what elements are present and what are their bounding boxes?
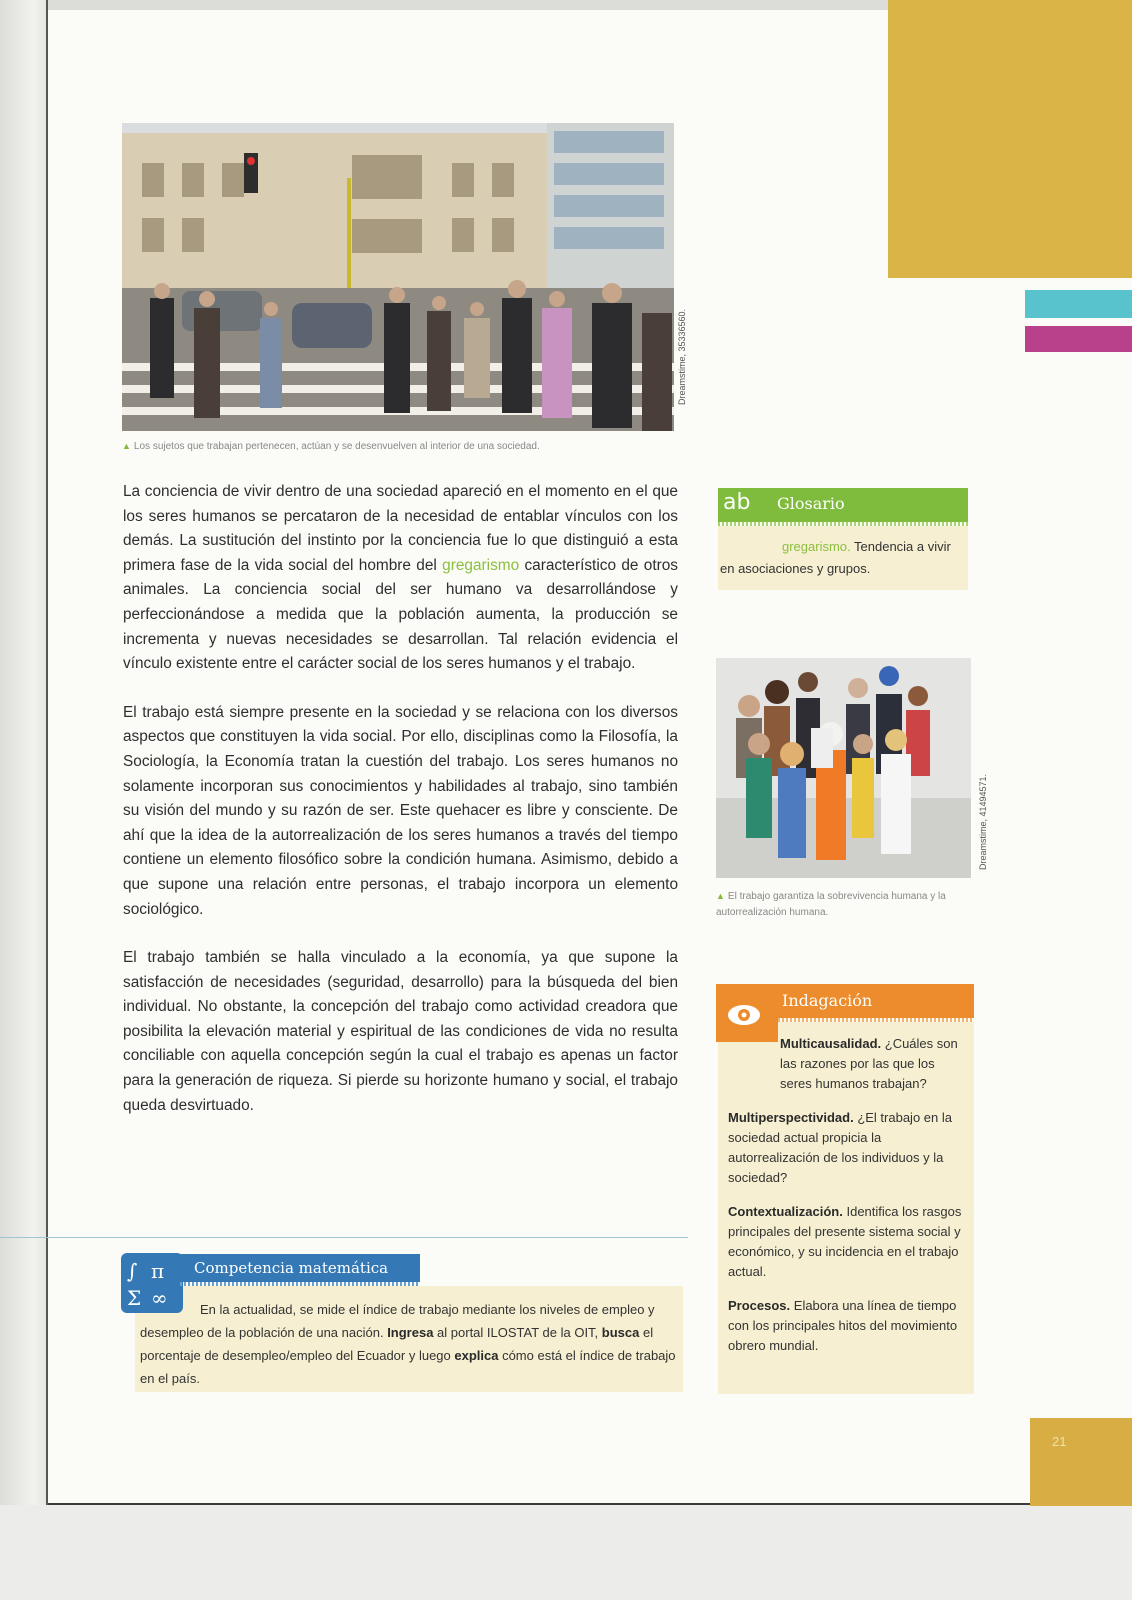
page-number: 21 xyxy=(1052,1434,1067,1449)
workers-illustration xyxy=(716,658,971,878)
photo-caption xyxy=(122,441,540,452)
glosario-definition: gregarismo. Tendencia a vivir en asociaciones y grupos. xyxy=(720,539,951,576)
photo-credit-2: Dreamstime, 41494571. xyxy=(978,773,988,870)
stripe-cyan xyxy=(1025,290,1132,318)
svg-text:∞: ∞ xyxy=(151,1286,168,1310)
glosario-abc-icon: ab xyxy=(723,490,751,515)
photo-credit: Dreamstime, 35336560. xyxy=(677,308,687,405)
glosario-title: Glosario xyxy=(777,494,845,513)
triangle-bullet-icon: ▲ xyxy=(716,891,725,901)
competencia-title-dots xyxy=(180,1282,420,1286)
indagacion-list xyxy=(728,1034,970,1370)
competencia-title: Competencia matemática xyxy=(180,1254,420,1282)
main-body-text xyxy=(123,480,678,1142)
street-scene-illustration xyxy=(122,123,674,431)
competencia-text: En la actualidad, se mide el índice de trabajo mediante los niveles de empleo y desempleo de la población de una nación. Ingresa al portal ILOSTAT de la OIT, busca el porcentaje de desempleo/empleo del Ecuador y luego explica cómo está el índice de trabajo en el país. xyxy=(140,1302,676,1386)
photo-caption-2-text: El trabajo garantiza la sobrevivencia humana y la autorrealización humana. xyxy=(716,891,946,918)
indagacion-item: Multiperspectividad. ¿El trabajo en la sociedad actual propicia la autorrealización de los individuos y la sociedad? xyxy=(728,1110,952,1185)
workers-group-photo xyxy=(716,658,971,878)
svg-text:∫: ∫ xyxy=(127,1259,138,1283)
glossary-term-link[interactable]: gregarismo xyxy=(442,556,520,574)
indagacion-item: Procesos. Elabora una línea de tiempo con los principales hitos del movimiento obrero mundial. xyxy=(728,1298,958,1353)
glosario-term: gregarismo. xyxy=(782,539,851,554)
photo-caption-text: Los sujetos que trabajan pertenecen, actúan y se desenvuelven al interior de una sociedad. xyxy=(133,441,540,452)
paragraph-3: El trabajo también se halla vinculado a la economía, ya que supone la satisfacción de necesidades (seguridad, desarrollo) para la búsqueda del bien individual. No obstante, la concepción del trabajo como actividad creadora que posibilita la elevación material y espiritual de las condiciones de vida no resulta conciliable con aquella concepción según la cual el trabajo es apenas un factor para la generación de riqueza. Si pierde su horizonte humano y social, el trabajo queda desvirtuado. xyxy=(123,949,678,1114)
street-crowd-photo xyxy=(122,123,674,431)
svg-text:Σ: Σ xyxy=(127,1286,142,1310)
triangle-bullet-icon: ▲ xyxy=(122,441,131,451)
paragraph-2: El trabajo está siempre presente en la sociedad y se relaciona con los diversos aspectos que constituyen la vida social. Por ello, disciplinas como la Filosofía, la Sociología, la Economía tratan la cuestión del trabajo. Los seres humanos no solamente incorporan sus conocimientos y habilidades al trabajo, sino también su visión del mundo y su razón de ser. Este quehacer es libre y consciente. De ahí que la idea de la autorrealización de los seres humanos a través del tiempo contiene un elemento filosófico sobre la condición humana. Asimismo, debido a que supone una relación entre personas, el trabajo incorpora un elemento sociológico. xyxy=(123,703,678,918)
indagacion-dots xyxy=(778,1018,974,1022)
page-bottom-line xyxy=(48,1503,1132,1505)
section-divider xyxy=(0,1237,688,1238)
paragraph-1: La conciencia de vivir dentro de una sociedad apareció en el momento en el que los seres humanos se percataron de la necesidad de entablar vínculos con los demás. La sustitución del instinto por la conciencia fue lo que distinguió a esta primera fase de la vida social del hombre del gregarismo característico de otros animales. La conciencia social del ser humano va desarrollándose y perfeccionándose a medida que la población aumenta, la producción se incrementa y nuevas necesidades se desarrollan. Tal relación evidencia el vínculo existente entre el carácter social de los seres humanos y el trabajo. xyxy=(123,483,678,673)
page-number-tab xyxy=(1030,1418,1132,1506)
eye-icon xyxy=(727,1004,761,1026)
spine-line xyxy=(46,0,48,1505)
indagacion-item: Multicausalidad. ¿Cuáles son las razones por las que los seres humanos trabajan? xyxy=(780,1036,958,1091)
book-spine xyxy=(0,0,48,1600)
page-bottom-edge xyxy=(0,1505,1132,1600)
indagacion-item: Contextualización. Identifica los rasgos principales del presente sistema social y económico, y su incidencia en el trabajo actual. xyxy=(728,1204,962,1279)
photo-caption-2 xyxy=(716,888,966,921)
indagacion-title: Indagación xyxy=(782,991,873,1010)
stripe-magenta xyxy=(1025,326,1132,352)
svg-text:π: π xyxy=(151,1259,165,1283)
corner-decoration-yellow xyxy=(888,0,1132,278)
